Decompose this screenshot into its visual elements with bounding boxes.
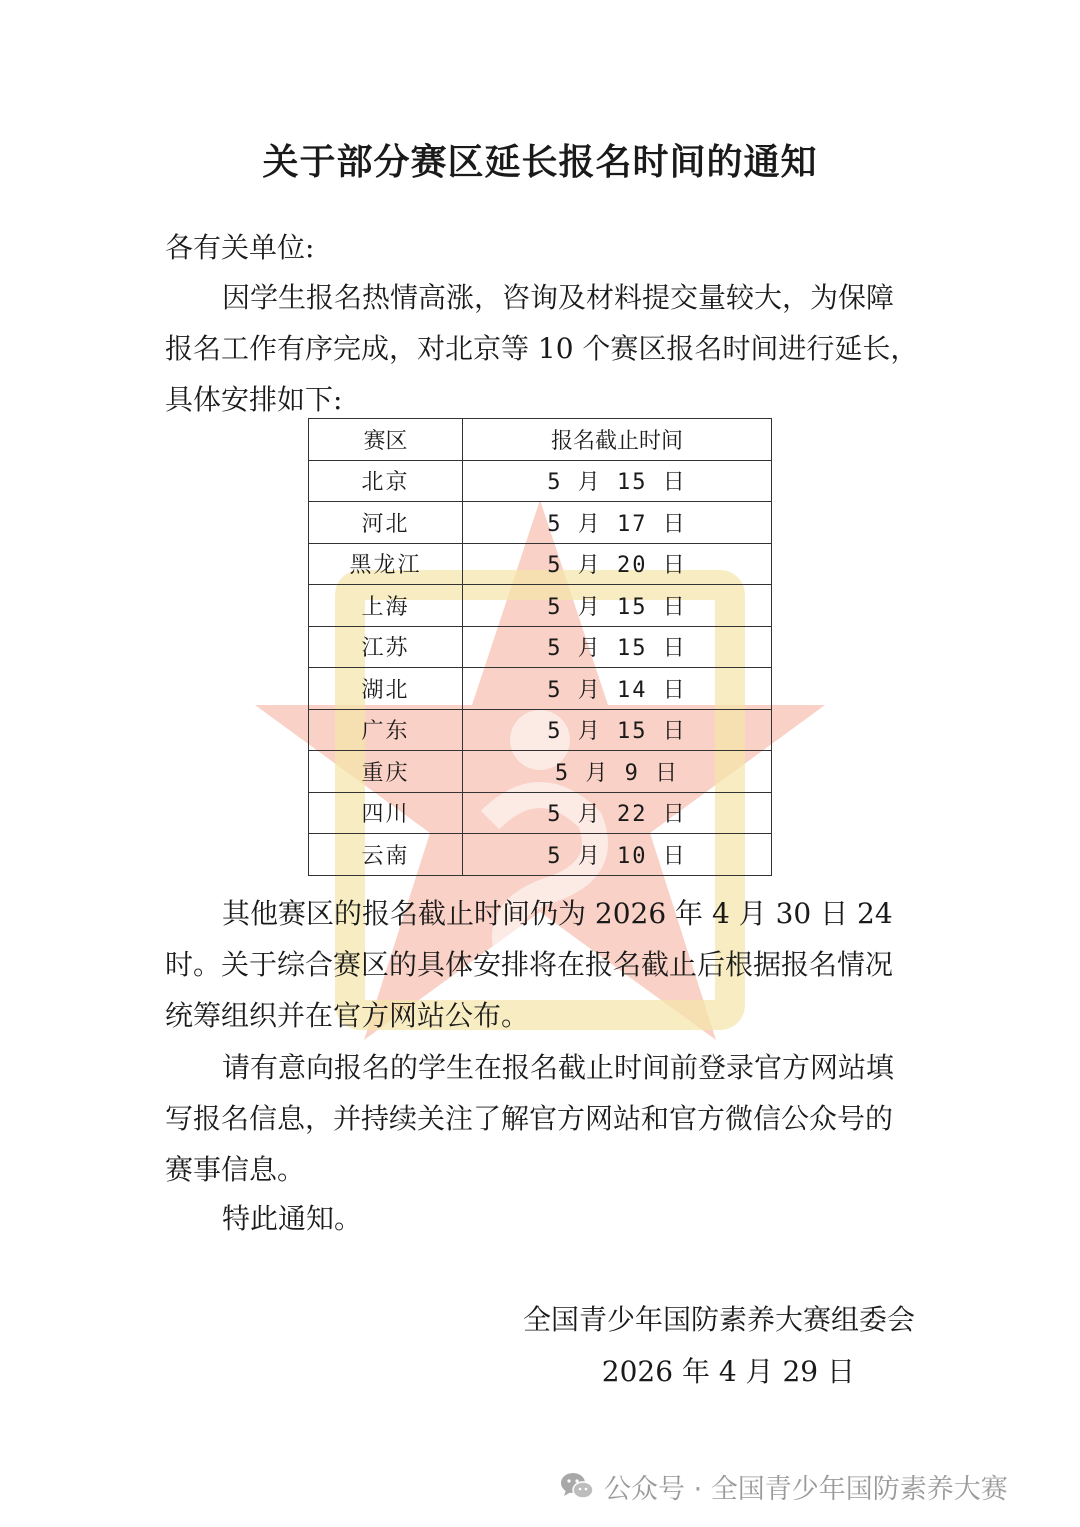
table-row: [309, 626, 772, 668]
region-cell: 云南: [309, 834, 463, 876]
table-row: [309, 709, 772, 751]
header-deadline: 报名截止时间: [463, 419, 772, 461]
deadline-cell: 5 月 15 日: [463, 626, 772, 668]
deadline-cell: 5 月 15 日: [463, 460, 772, 502]
region-cell: 湖北: [309, 668, 463, 710]
deadline-cell: 5 月 15 日: [463, 585, 772, 627]
table-row: [309, 751, 772, 793]
table-row: [309, 792, 772, 834]
region-cell: 四川: [309, 792, 463, 834]
paragraph-closing: 特此通知。: [222, 1202, 363, 1235]
region-cell: 上海: [309, 585, 463, 627]
deadline-cell: 5 月 9 日: [463, 751, 772, 793]
region-cell: 江苏: [309, 626, 463, 668]
header-region: 赛区: [309, 419, 463, 461]
paragraph-intro: 因学生报名热情高涨，咨询及材料提交量较大，为保障报名工作有序完成，对北京等 10 个赛区报名时间进行延长，具体安排如下:: [165, 281, 919, 416]
deadline-cell: 5 月 17 日: [463, 502, 772, 544]
table-row: [309, 543, 772, 585]
region-cell: 广东: [309, 709, 463, 751]
deadline-cell: 5 月 20 日: [463, 543, 772, 585]
wechat-footer: [560, 1462, 1008, 1510]
deadline-cell: 5 月 15 日: [463, 709, 772, 751]
signing-date: 2026 年 4 月 29 日: [601, 1355, 855, 1388]
wechat-icon: [560, 1471, 594, 1501]
deadline-cell: 5 月 14 日: [463, 668, 772, 710]
table-row: [309, 668, 772, 710]
table-row: [309, 502, 772, 544]
document-title: 关于部分赛区延长报名时间的通知: [262, 141, 818, 183]
paragraph-registration-instructions: 请有意向报名的学生在报名截止时间前登录官方网站填写报名信息，并持续关注了解官方网站和官方微信公众号的赛事信息。: [165, 1051, 895, 1186]
region-cell: 重庆: [309, 751, 463, 793]
region-cell: 黑龙江: [309, 543, 463, 585]
signer-organization: 全国青少年国防素养大赛组委会: [522, 1303, 915, 1336]
region-cell: 北京: [309, 460, 463, 502]
footer-account-name: 公众号 · 全国青少年国防素养大赛: [604, 1473, 1008, 1505]
table-row: [309, 585, 772, 627]
table-row: [309, 460, 772, 502]
paragraph-other-regions: 其他赛区的报名截止时间仍为 2026 年 4 月 30 日 24 时。关于综合赛区的具体安排将在报名截止后根据报名情况统筹组织并在官方网站公布。: [165, 897, 894, 1032]
salutation: 各有关单位:: [165, 231, 315, 264]
region-cell: 河北: [309, 502, 463, 544]
deadline-table: [308, 418, 772, 876]
table-header-row: [309, 419, 772, 461]
deadline-cell: 5 月 22 日: [463, 792, 772, 834]
table-row: [309, 834, 772, 876]
deadline-cell: 5 月 10 日: [463, 834, 772, 876]
